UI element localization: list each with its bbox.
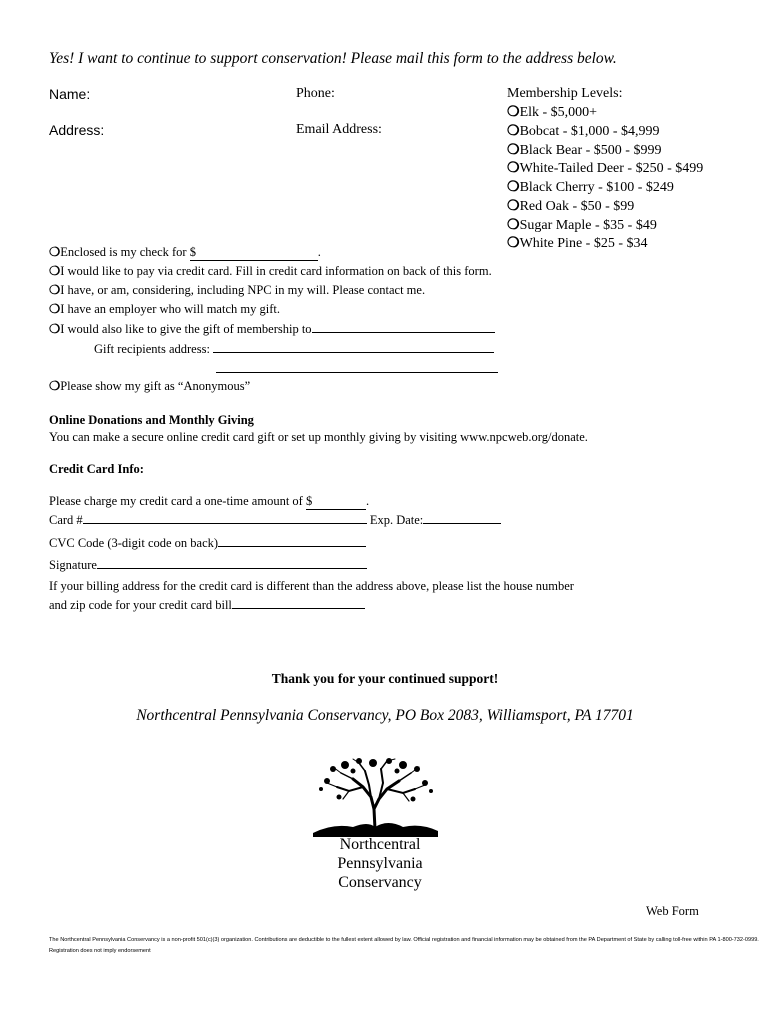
membership-option[interactable] [507, 160, 703, 177]
employer-option-label: I have an employer who will match my gift. [60, 302, 280, 316]
membership-option[interactable] [507, 198, 634, 215]
charge-row [49, 494, 369, 510]
membership-option[interactable] [507, 179, 674, 196]
signature-label: Signature [49, 558, 97, 572]
gift-address-row [94, 340, 494, 357]
gift-address-field[interactable] [213, 340, 494, 353]
gift-recipient-field[interactable] [312, 320, 495, 333]
radio-circle-icon: ❍ [49, 379, 61, 393]
membership-option-label: Bobcat - $1,000 - $4,999 [519, 124, 660, 139]
radio-circle-icon: ❍ [507, 236, 520, 251]
credit-card-option[interactable] [49, 263, 492, 279]
card-number-label: Card # [49, 513, 83, 527]
membership-title: Membership Levels: [507, 86, 623, 101]
radio-circle-icon: ❍ [507, 161, 520, 176]
web-form-label: Web Form [646, 904, 699, 918]
period: . [365, 494, 370, 508]
period: . [317, 245, 321, 259]
radio-circle-icon: ❍ [507, 180, 520, 195]
radio-circle-icon: ❍ [507, 105, 520, 120]
membership-option[interactable] [507, 104, 597, 121]
gift-address-label: Gift recipients address: [94, 342, 210, 356]
membership-option-label: White Pine - $25 - $34 [519, 236, 648, 251]
form-headline: Yes! I want to continue to support conservation! Please mail this form to the address below. [49, 50, 617, 67]
card-number-row [49, 511, 501, 528]
radio-circle-icon: ❍ [49, 322, 61, 336]
radio-circle-icon: ❍ [49, 283, 61, 297]
logo-text-line3: Conservancy [338, 874, 422, 891]
check-amount-field[interactable] [190, 245, 318, 261]
cvc-row [49, 534, 366, 551]
address-label: Address: [49, 122, 105, 138]
billing-text-line1: If your billing address for the credit card is different than the address above, please list the house number [49, 579, 574, 593]
billing-text-line2: and zip code for your credit card bill [49, 598, 232, 612]
radio-circle-icon: ❍ [49, 302, 61, 316]
thank-you-text: Thank you for your continued support! [271, 671, 499, 686]
online-heading: Online Donations and Monthly Giving [49, 413, 254, 427]
billing-row [49, 596, 365, 613]
membership-option-label: Black Bear - $500 - $999 [519, 143, 662, 158]
radio-circle-icon: ❍ [507, 199, 520, 214]
anonymous-option[interactable] [49, 378, 250, 394]
gift-membership-option[interactable] [49, 320, 495, 337]
check-option[interactable] [49, 244, 321, 261]
membership-option[interactable] [507, 123, 660, 140]
radio-circle-icon: ❍ [507, 218, 520, 233]
logo-text-line2: Pennsylvania [337, 855, 423, 872]
mailing-address: Northcentral Pennsylvania Conservancy, PO Box 2083, Williamsport, PA 17701 [136, 707, 634, 724]
online-text: You can make a secure online credit card gift or set up monthly giving by visiting www.npcweb.org/donate. [49, 430, 588, 444]
radio-circle-icon: ❍ [507, 124, 520, 139]
currency-symbol: $ [305, 494, 313, 508]
charge-amount-field[interactable] [306, 494, 366, 510]
logo-text-line1: Northcentral [339, 836, 421, 853]
tree-icon [313, 757, 438, 837]
membership-option[interactable] [507, 142, 661, 159]
currency-symbol: $ [189, 245, 196, 259]
exp-date-label: Exp. Date: [369, 513, 424, 527]
signature-row [49, 556, 367, 573]
membership-option[interactable] [507, 217, 657, 234]
membership-option-label: Black Cherry - $100 - $249 [519, 180, 674, 195]
email-label: Email Address: [296, 122, 382, 137]
gift-address-field-line2[interactable] [216, 372, 498, 373]
phone-label: Phone: [296, 86, 335, 101]
credit-card-heading: Credit Card Info: [49, 462, 144, 476]
cvc-label: CVC Code (3-digit code on back) [49, 536, 219, 550]
cvc-field[interactable] [218, 534, 366, 547]
radio-circle-icon: ❍ [507, 143, 520, 158]
card-number-field[interactable] [83, 511, 367, 524]
signature-field[interactable] [97, 556, 367, 569]
membership-option[interactable] [507, 235, 647, 252]
membership-option-label: Elk - $5,000+ [519, 105, 598, 120]
exp-date-field[interactable] [423, 511, 501, 524]
name-label: Name: [49, 86, 91, 102]
anonymous-option-label: Please show my gift as “Anonymous” [60, 379, 251, 393]
disclaimer-line2: Registration does not imply endorsement [49, 948, 151, 954]
membership-option-label: Red Oak - $50 - $99 [519, 199, 635, 214]
billing-address-field[interactable] [232, 596, 365, 609]
check-option-label: Enclosed is my check for [60, 245, 190, 259]
will-option[interactable] [49, 282, 425, 298]
charge-label: Please charge my credit card a one-time amount of [49, 494, 306, 508]
radio-circle-icon: ❍ [49, 245, 61, 259]
disclaimer-line1: The Northcentral Pennsylvania Conservancy is a non-profit 501(c)(3) organization. Contributions are deductible to the fullest extent allowed by law. Official registration and financial information may be obtained from the PA Department of State by calling toll-free within PA 1-800-732-0999. [49, 937, 759, 943]
membership-option-label: Sugar Maple - $35 - $49 [519, 218, 657, 233]
membership-option-label: White-Tailed Deer - $250 - $499 [519, 161, 704, 176]
radio-circle-icon: ❍ [49, 264, 61, 278]
will-option-label: I have, or am, considering, including NPC in my will. Please contact me. [60, 283, 426, 297]
gift-membership-option-label: I would also like to give the gift of membership to [60, 322, 312, 336]
credit-card-option-label: I would like to pay via credit card. Fill in credit card information on back of this form. [60, 264, 492, 278]
employer-option[interactable] [49, 301, 280, 317]
